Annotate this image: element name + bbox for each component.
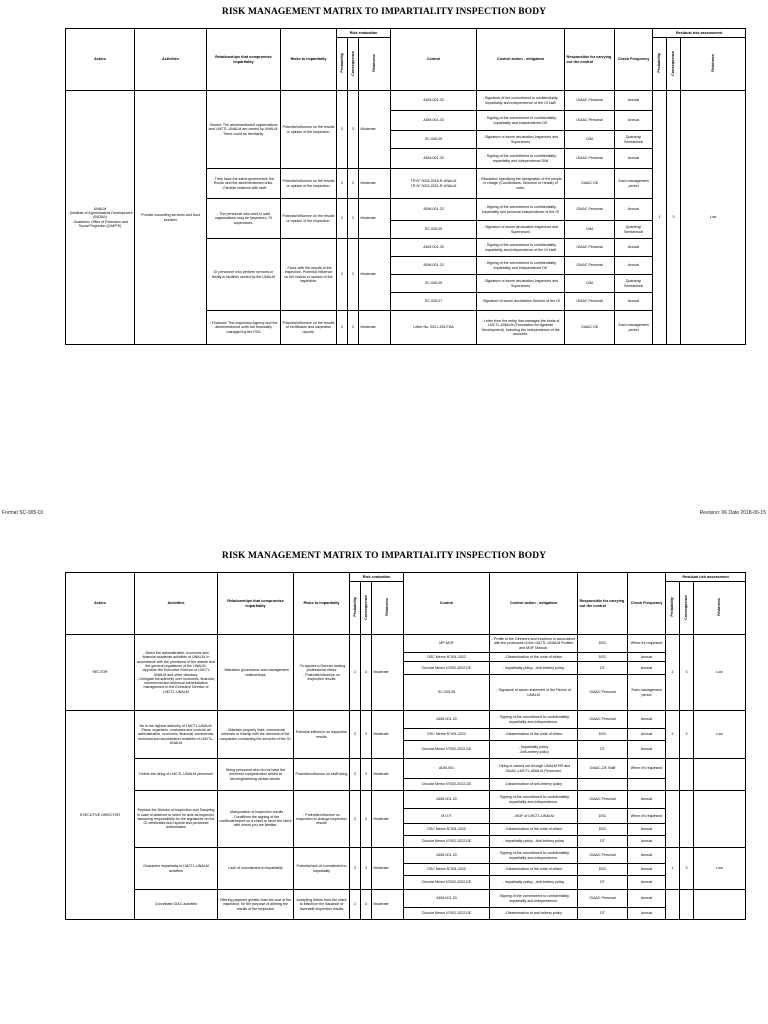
responsible-cell: OIAAC Personal — [565, 257, 615, 275]
check-frequency-cell: Annual — [615, 91, 653, 111]
header-actors: Actors — [66, 573, 135, 635]
control-action: - Signing of the commitment to confidentiality, impartiality and independence. — [490, 711, 578, 729]
actor-cell: UNALM - (Institute of Agroindustrial Development (INDDA) - Academic Office of Extension and Social Projection (OAEPS) — [66, 91, 135, 345]
relationship-cell: Lack of commitment to impartiality — [218, 848, 294, 890]
probability-value: 2 — [337, 199, 348, 239]
probability-value: 2 — [337, 311, 348, 345]
residual-riskiness-value: Low — [694, 848, 746, 890]
relationship-cell: Hiring personnel who do not have the minimum competencies aimed at favoring/harming certain clients. — [218, 759, 294, 791]
actor-cell: RECTOR — [66, 635, 135, 711]
header-risk-evaluation: Risk evaluation — [350, 573, 404, 582]
control-action: - Dissemination of the code of ethics. — [490, 653, 578, 662]
control-action: - Signing of the commitment to confidentiality, impartiality and independence DE — [477, 111, 565, 131]
control-action: - Resolution specifying the designation of the people in charge (Coordinators, Direction or Heads) of units. — [477, 169, 565, 199]
responsible-cell: DIM — [565, 275, 615, 293]
header-probability: Probability — [350, 582, 361, 635]
actor-cell: EXECUTIVE DIRECTOR — [66, 711, 135, 920]
activity-cell: Guarantee impartiality in LMCTL-UNALM activities — [135, 848, 218, 890]
header-probability: Probability — [337, 38, 348, 91]
check-frequency-cell: Quarterly/ Semiannual — [615, 131, 653, 149]
riskiness-value: Moderate — [359, 199, 391, 239]
risk-cell: Potential influence on the results or opinion of the inspection. — [281, 169, 337, 199]
probability-value: 2 — [337, 169, 348, 199]
check-frequency-cell — [628, 779, 666, 791]
residual-riskiness-value: Low — [694, 711, 746, 759]
control-action: - Signature of sworn declaration Director of the OI — [477, 293, 565, 311]
control-action: - Letter from the entity that manages the funds of LMCTL-UNALM (Foundation for Agrarian Development), including the independence of the accounts. — [477, 311, 565, 345]
control-action: - Signature of sworn declaration Inspectors and Supervisors — [477, 275, 565, 293]
responsible-cell: OIAAC Personal — [578, 711, 628, 729]
header-relationships: Relationships that compromise impartiality — [218, 573, 294, 635]
riskiness-value: Moderate — [372, 890, 404, 920]
consequence-value: 3 — [361, 635, 372, 711]
control-action: - Impartiality policy - Anti-bribery policy — [490, 662, 578, 675]
responsible-cell: DT — [578, 662, 628, 675]
header-responsible: Responsible for carrying out the control — [578, 573, 628, 635]
residual-consequence-value — [680, 890, 694, 920]
consequence-value: 3 — [348, 311, 359, 345]
control-action: - Profile of the Directors and functions in accordance with the provisions of the LMCTL-UNALM Profiles and MOF Manual. — [490, 635, 578, 653]
header-residual-probability: Probability — [666, 582, 680, 635]
responsible-cell: OIAAC Personal — [565, 293, 615, 311]
control-code: SC-005-06 — [404, 675, 490, 711]
check-frequency-cell: Annual — [628, 836, 666, 848]
risk-cell: Potential influence on the results of certificates and inspection reports. — [281, 311, 337, 345]
check-frequency-cell: Annual — [628, 741, 666, 759]
control-action: - Impartiality policy - Anti-bribery policy — [490, 741, 578, 759]
riskiness-value: Moderate — [372, 711, 404, 759]
control-code: ADM-001-33 — [404, 791, 490, 809]
check-frequency-cell: Each management period — [628, 675, 666, 711]
risk-cell: Potential influence on staff hiring — [294, 759, 350, 791]
table-row — [66, 711, 746, 729]
check-frequency-cell: Annual — [628, 791, 666, 809]
check-frequency-cell: Annual — [615, 111, 653, 131]
residual-riskiness-value: Low — [694, 635, 746, 711]
residual-consequence-value: 3 — [680, 848, 694, 890]
check-frequency-cell: Each management period — [615, 311, 653, 345]
control-code: DSC Memo N°001-2022 — [404, 729, 490, 741]
responsible-cell: OIAAC Personal — [565, 199, 615, 221]
control-code: SC-005-05 — [391, 221, 477, 239]
control-code: SC-005-05 — [391, 131, 477, 149]
consequence-value: 3 — [348, 169, 359, 199]
control-code: ADM-001-33 — [404, 890, 490, 908]
residual-riskiness-value — [694, 890, 746, 920]
probability-value: 2 — [350, 711, 361, 759]
control-action: - Impartiality policy - Anti-bribery policy — [490, 836, 578, 848]
responsible-cell: OIAAC DE — [565, 311, 615, 345]
page-title-2: RISK MANAGEMENT MATRIX TO IMPARTIALITY INSPECTION BODY — [221, 551, 547, 561]
residual-probability-value: 1 — [666, 635, 680, 711]
risk-cell: Potential lack of commitment to impartiality — [294, 848, 350, 890]
check-frequency-cell: Quarterly/ Semiannual — [615, 221, 653, 239]
header-risk-evaluation: Risk evaluation — [337, 29, 391, 38]
responsible-cell — [578, 779, 628, 791]
header-risks: Risks to impartiality — [294, 573, 350, 635]
control-action: - Hiring is carried out through UNALM HR and OIAAC-LMCTL-UNALM Personnel. — [490, 759, 578, 779]
responsible-cell: DSC — [578, 809, 628, 824]
residual-probability-value — [666, 890, 680, 920]
relationship-cell: - Finances: The Inspection Agency and the aforementioned units are financially managed by the FDA — [207, 311, 281, 345]
responsible-cell: OIAAC Personal — [578, 848, 628, 864]
residual-probability-value — [666, 791, 680, 848]
riskiness-value: Moderate — [372, 848, 404, 890]
control-action: - Signature of sworn declaration Inspectors and Supervisors — [477, 221, 565, 239]
responsible-cell: DSC — [578, 729, 628, 741]
header-relationships: Relationships that compromise impartiality — [207, 29, 281, 91]
control-action: - Dissemination of the code of ethics. — [490, 824, 578, 836]
check-frequency-cell: Annual — [628, 848, 666, 864]
check-frequency-cell: When it's requested — [628, 759, 666, 779]
control-action: - Signing of the commitment to confidentiality, impartiality and independence. — [490, 791, 578, 809]
responsible-cell: DT — [578, 836, 628, 848]
control-action: - Signature of sworn statement of the Rector of UNALM — [490, 675, 578, 711]
risk-cell: Potential influence on the results or opinion of the inspection. — [281, 91, 337, 169]
header-responsible: Responsible for carrying out the control — [565, 29, 615, 91]
relationship-cell: Offering payment greater than the cost of the inspection, for the purpose of altering the results of the inspection — [218, 890, 294, 920]
relationship-cell: - The personnel who work in said organizations may be inspectors, OI supervisors. — [207, 199, 281, 239]
control-code: ADM-001-33 — [391, 149, 477, 169]
responsible-cell: OIAAC Personal — [565, 111, 615, 131]
control-code: DSC Memo N°001-2022 — [404, 864, 490, 876]
residual-consequence-value: 3 — [667, 91, 681, 345]
consequence-value: 3 — [361, 890, 372, 920]
control-code: Circular Memo N°002-2022-DE — [404, 836, 490, 848]
relationship-cell: - Manipulation of inspection results - Conditions the signing of the certificate/report on a result to favor the client with whom you are familiar. — [218, 791, 294, 848]
risk-cell: Accepting bribes from the client to influence the issuance of favorable inspection results — [294, 890, 350, 920]
control-action: - Signature of sworn declaration Inspectors and Supervisors — [477, 131, 565, 149]
consequence-value: 3 — [361, 848, 372, 890]
check-frequency-cell: Annual — [615, 257, 653, 275]
residual-riskiness-value — [694, 759, 746, 791]
check-frequency-cell: Annual — [628, 890, 666, 908]
probability-value: 2 — [350, 759, 361, 791]
control-code: ADM-001-33 — [404, 711, 490, 729]
control-code: ADM-001-33 — [391, 91, 477, 111]
header-activities: Activities — [135, 573, 218, 635]
activity-cell: Provide consulting services and food services — [135, 91, 207, 345]
responsible-cell: OIAAC DE — [565, 169, 615, 199]
control-action: - Signature of the commitment to confidentiality, impartiality and independence of the OI staff — [477, 91, 565, 111]
control-action: - Dissemination of the code of ethics. — [490, 864, 578, 876]
responsible-cell: DSC — [578, 635, 628, 653]
risk-cell: - To appoint a Director lacking professional ethics - Potential influence on inspection results — [294, 635, 350, 711]
control-action: - Dissemination of the code of ethics. — [490, 729, 578, 741]
responsible-cell: DSC — [578, 864, 628, 876]
control-code: Circular Memo N°002-2022-DE — [404, 741, 490, 759]
consequence-value: 3 — [361, 759, 372, 791]
residual-probability-value — [666, 759, 680, 791]
table-row — [66, 848, 746, 864]
residual-probability-value: 1 — [666, 848, 680, 890]
responsible-cell: OIAAC Personal — [565, 149, 615, 169]
responsible-cell: OIAAC Personal — [578, 890, 628, 908]
table-row — [66, 91, 746, 111]
control-code: Circular Memo N°002-2022-DE — [404, 876, 490, 890]
riskiness-value: Moderate — [359, 91, 391, 169]
activity-cell: Define the hiring of LMCTL-UNALM personnel — [135, 759, 218, 791]
check-frequency-cell: Annual — [628, 876, 666, 890]
risk-cell: Potential influence on the results or opinion of the inspection. — [281, 199, 337, 239]
probability-value: 2 — [337, 91, 348, 169]
activity-cell: He is the highest authority of LMCTL-UNALM. Plans, organizes, evaluates and controls all administrative, economic, financial, commercial, technical and accreditation activities of LMCTL-UNALM — [135, 711, 218, 759]
control-action: - MOF of LMCTL-UNALM — [490, 809, 578, 824]
residual-consequence-value — [680, 791, 694, 848]
responsible-cell: OIAAC Personal — [578, 675, 628, 711]
check-frequency-cell: Each management period — [615, 169, 653, 199]
riskiness-value: Moderate — [372, 791, 404, 848]
check-frequency-cell: Annual — [628, 824, 666, 836]
table-row — [66, 759, 746, 779]
control-action: - Impartiality policy - Anti-bribery policy — [490, 876, 578, 890]
control-code: MP-MOF — [404, 635, 490, 653]
control-action: - Signing of the commitment to confidentiality, impartiality and independence of the OI staff — [477, 239, 565, 257]
control-code: DSC Memo N°001-2022 — [404, 824, 490, 836]
control-action: -Dissemination of anti-bribery policy — [490, 908, 578, 920]
responsible-cell: DSC — [578, 653, 628, 662]
check-frequency-cell: Annual — [628, 711, 666, 729]
consequence-value: 3 — [361, 791, 372, 848]
probability-value: 2 — [350, 791, 361, 848]
risk-matrix-table-2 — [65, 572, 746, 920]
table-row — [66, 635, 746, 653]
header-control: Control — [391, 29, 477, 91]
check-frequency-cell: Annual — [615, 239, 653, 257]
probability-value: 2 — [337, 239, 348, 311]
check-frequency-cell: Annual — [628, 662, 666, 675]
header-activities: Activities — [135, 29, 207, 91]
check-frequency-cell: Annual — [615, 199, 653, 221]
responsible-cell: OIAAC Personal — [565, 91, 615, 111]
header-consequence: Consequence — [348, 38, 359, 91]
risk-cell: - Favor with the results of the inspection. Potential influence on the results or opinion of the inspection. — [281, 239, 337, 311]
probability-value: 2 — [350, 848, 361, 890]
header-control-action: Control action - mitigation — [477, 29, 565, 91]
control-code: Letter No. 2021-333-FDA — [391, 311, 477, 345]
riskiness-value: Moderate — [359, 169, 391, 199]
header-residual-risk: Residual risk assessment — [666, 573, 746, 582]
responsible-cell: DT — [578, 908, 628, 920]
consequence-value: 3 — [348, 199, 359, 239]
format-code: Format SC-005-01 — [2, 510, 44, 516]
control-code: ADM-001-33 — [391, 111, 477, 131]
control-code: Circular Memo N°002-2022-DE — [404, 908, 490, 920]
revision-info: Revision: 06 Date 2018-06-15 — [699, 510, 766, 516]
header-check-frequency: Check Frequency — [628, 573, 666, 635]
header-control-action: Control action - mitigation — [490, 573, 578, 635]
relationship-cell: - Maintains governance and management relationships — [218, 635, 294, 711]
control-code: ADM-001 — [404, 759, 490, 779]
page-title-1: RISK MANAGEMENT MATRIX TO IMPARTIALITY INSPECTION BODY — [221, 7, 547, 17]
consequence-value: 3 — [348, 91, 359, 169]
header-residual-risk: Residual risk assessment — [653, 29, 746, 38]
responsible-cell: OIAAC-DE Staff — [578, 759, 628, 779]
riskiness-value: Moderate — [359, 239, 391, 311]
risk-cell: - Potential influence on inspection to change inspection results — [294, 791, 350, 848]
consequence-value: 3 — [348, 239, 359, 311]
header-residual-riskiness: Riskiness — [681, 38, 746, 91]
control-action: - Signing of the commitment to confidentiality, impartiality and independence. — [490, 848, 578, 864]
residual-consequence-value — [680, 759, 694, 791]
control-code: DSC Memo N°001-2022 — [404, 653, 490, 662]
check-frequency-cell: Annual — [628, 908, 666, 920]
control-action: - Signing of the commitment to confidentiality, impartiality and independence. — [490, 890, 578, 908]
riskiness-value: Moderate — [372, 759, 404, 791]
relationship-cell: - Maintain property links, commercial interests or kinship with the directors of the companies contracting the services of the OI. — [218, 711, 294, 759]
responsible-cell: DT — [578, 741, 628, 759]
responsible-cell: DIM — [565, 221, 615, 239]
responsible-cell: OIAAC Personal — [578, 791, 628, 809]
control-code: ADM-001-33 — [391, 199, 477, 221]
residual-probability-value: 1 — [653, 91, 667, 345]
header-residual-consequence: Consequence — [680, 582, 694, 635]
header-check-frequency: Check Frequency — [615, 29, 653, 91]
header-riskiness: Riskiness — [359, 38, 391, 91]
control-code: ADM-001-33 — [391, 257, 477, 275]
check-frequency-cell: Annual — [615, 293, 653, 311]
check-frequency-cell: Annual — [628, 729, 666, 741]
residual-probability-value: 1 — [666, 711, 680, 759]
probability-value: 2 — [350, 635, 361, 711]
relationship-cell: Owned: The aforementioned organizations and LMCTL-UNALM are owned by UNALM. There could be familiarity. — [207, 91, 281, 169]
control-code: ADM-001-33 — [404, 848, 490, 864]
relationship-cell: OI personnel who perform services or testify in facilities owned by the UNALM — [207, 239, 281, 311]
check-frequency-cell: When it's requested — [628, 635, 666, 653]
header-residual-consequence: Consequence — [667, 38, 681, 91]
check-frequency-cell: When it's requested — [628, 809, 666, 824]
control-action: - Signing of the commitment to confidentiality, impartiality and independence DE — [477, 257, 565, 275]
table-row — [66, 791, 746, 809]
control-code: SC-005-05 — [391, 275, 477, 293]
control-code: Circular Memo N°002-2022-DE — [404, 779, 490, 791]
header-actors: Actors — [66, 29, 135, 91]
riskiness-value: Moderate — [372, 635, 404, 711]
residual-consequence-value: 3 — [680, 711, 694, 759]
header-residual-riskiness: Riskiness — [694, 582, 746, 635]
check-frequency-cell: Annual — [615, 149, 653, 169]
check-frequency-cell: Quarterly/ Semiannual — [615, 275, 653, 293]
activity-cell: Replace the Director of Inspection and Sampling in case of absence or when he acts as inspector, assuming responsibility for the signatures on the OI certificates and reports and personnel authorization — [135, 791, 218, 848]
consequence-value: 3 — [361, 711, 372, 759]
header-riskiness: Riskiness — [372, 582, 404, 635]
header-risks: Risks to impartiality — [281, 29, 337, 91]
control-action: -Dissemination of anti-bribery policy — [490, 779, 578, 791]
residual-consequence-value: 3 — [680, 635, 694, 711]
risk-matrix-table-1 — [65, 28, 746, 345]
control-action: - Signing of the commitment to confidentiality, impartiality and personal independence of the OI — [477, 199, 565, 221]
probability-value: 2 — [350, 890, 361, 920]
residual-riskiness-value — [694, 791, 746, 848]
control-code: ADM-001-33 — [391, 239, 477, 257]
responsible-cell: DSC — [578, 824, 628, 836]
responsible-cell: DIM — [565, 131, 615, 149]
header-control: Control — [404, 573, 490, 635]
table-row — [66, 890, 746, 908]
header-consequence: Consequence — [361, 582, 372, 635]
residual-riskiness-value: Low — [681, 91, 746, 345]
riskiness-value: Moderate — [359, 311, 391, 345]
check-frequency-cell: Annual — [628, 864, 666, 876]
control-action: - Signing of the commitment to confidentiality, impartiality and independence DIM — [477, 149, 565, 169]
responsible-cell: OIAAC Personal — [565, 239, 615, 257]
control-code: Circular Memo N°002-2022-DE — [404, 662, 490, 675]
risk-cell: Potential influence on inspection results — [294, 711, 350, 759]
responsible-cell: DT — [578, 876, 628, 890]
activity-cell: Coordinate OIAC activities — [135, 890, 218, 920]
header-residual-probability: Probability — [653, 38, 667, 91]
control-code: TR N° 0024-2016-R-UNALM TR N° 0003-2021-R-UNALM — [391, 169, 477, 199]
control-code: SC-005-07 — [391, 293, 477, 311]
control-code: M.O.F. — [404, 809, 490, 824]
check-frequency-cell: Annual — [628, 653, 666, 662]
activity-cell: - Direct the administrative, economic and financial academic activities of UNALM, in accordance with the provisions of the statute and the general regulations of the UNALM. - Appoints the Executive Director of LMCTL-UNALM and other directors. - Delegate full authority over economic, financial, commercial and technical administrative management to the Executive Director of LMCTL-UNALM — [135, 635, 218, 711]
relationship-cell: - They have the same government: the Rector and the aforementioned units. - Familiar relations with staff — [207, 169, 281, 199]
